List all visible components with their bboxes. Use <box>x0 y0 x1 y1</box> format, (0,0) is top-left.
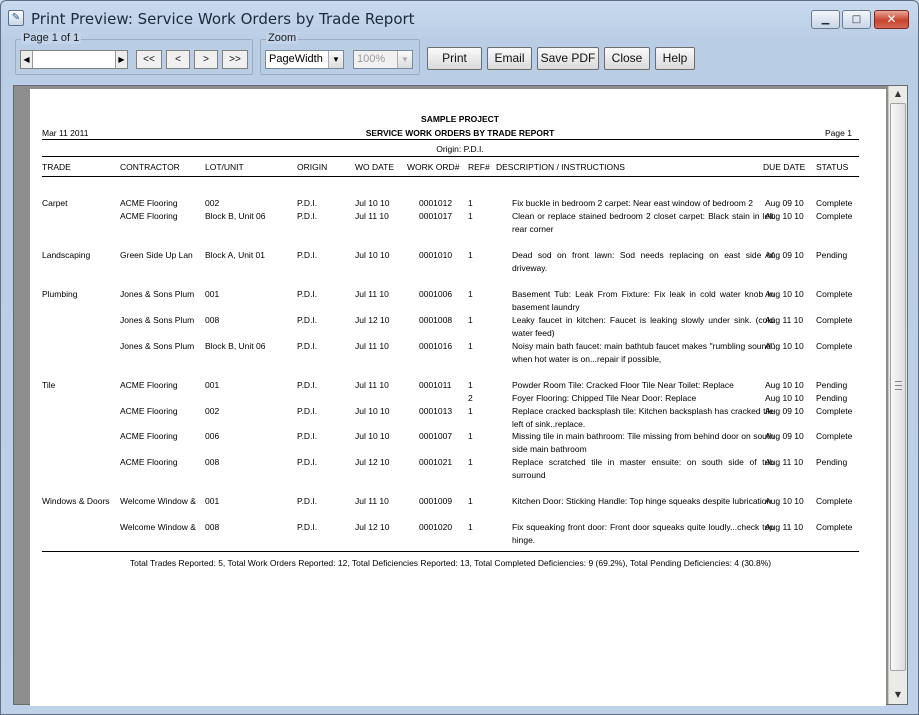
page-indicator: Page 1 of 1 <box>23 32 80 44</box>
origin-cell: P.D.I. <box>297 522 318 532</box>
due-date-cell: Aug 10 10 <box>765 380 804 390</box>
due-date-cell: Aug 10 10 <box>765 393 804 403</box>
status-cell: Complete <box>816 211 853 221</box>
contractor-cell: ACME Flooring <box>120 406 178 416</box>
contractor-cell: Welcome Window & <box>120 496 196 506</box>
lot-unit-cell: 001 <box>205 496 220 506</box>
description-cell: Dead sod on front lawn: Sod needs replacing on east side of driveway. <box>512 250 774 273</box>
lot-unit-cell: 006 <box>205 431 220 441</box>
due-date-cell: Aug 10 10 <box>765 341 804 351</box>
close-button[interactable]: Close <box>604 47 650 70</box>
ref-cell: 1 <box>468 406 473 416</box>
work-order-cell: 0001007 <box>419 431 453 441</box>
status-cell: Complete <box>816 198 853 208</box>
origin-cell: P.D.I. <box>297 496 318 506</box>
description-cell: Kitchen Door: Sticking Handle: Top hinge squeaks despite lubrication. <box>512 496 774 506</box>
trade-cell: Landscaping <box>42 250 91 260</box>
ref-cell: 1 <box>468 250 473 260</box>
due-date-cell: Aug 11 10 <box>765 457 804 467</box>
origin-cell: P.D.I. <box>297 341 318 351</box>
due-date-cell: Aug 10 10 <box>765 289 804 299</box>
window-title: Print Preview: Service Work Orders by Trade Report <box>31 10 415 28</box>
origin-cell: P.D.I. <box>297 250 318 260</box>
due-date-cell: Aug 10 10 <box>765 496 804 506</box>
work-order-cell: 0001017 <box>419 211 453 221</box>
ref-cell: 2 <box>468 393 473 403</box>
last-page-button[interactable]: >> <box>222 50 248 69</box>
status-cell: Complete <box>816 522 853 532</box>
report-date: Mar 11 2011 <box>42 128 89 138</box>
email-button[interactable]: Email <box>487 47 532 70</box>
col-work-order: WORK ORD# <box>407 162 460 172</box>
trade-cell: Windows & Doors <box>42 496 110 506</box>
lot-unit-cell: 008 <box>205 315 220 325</box>
col-ref: REF# <box>468 162 490 172</box>
description-cell: Noisy main bath faucet: main bathtub faucet makes "rumbling sound" when hot water is on...repair if possible, <box>512 341 774 364</box>
origin-cell: P.D.I. <box>297 431 318 441</box>
contractor-cell: Welcome Window & <box>120 522 196 532</box>
contractor-cell: ACME Flooring <box>120 211 178 221</box>
description-cell: Leaky faucet in kitchen: Faucet is leaking slowly under sink. (cold water feed) <box>512 315 774 338</box>
project-name: SAMPLE PROJECT <box>421 114 499 124</box>
zoom-group <box>260 32 420 75</box>
slider-right-arrow-icon[interactable]: ▶ <box>115 51 127 68</box>
report-summary: Total Trades Reported: 5, Total Work Orders Reported: 12, Total Deficiencies Reported: 13, Total Completed Deficiencies: 9 (69.2%), Total Pending Deficiencies: 4 (30.8%) <box>129 558 772 568</box>
work-order-cell: 0001008 <box>419 315 453 325</box>
wo-date-cell: Jul 11 10 <box>355 341 389 351</box>
contractor-cell: ACME Flooring <box>120 431 178 441</box>
trade-cell: Tile <box>42 380 56 390</box>
work-order-cell: 0001016 <box>419 341 453 351</box>
work-order-cell: 0001011 <box>419 380 452 390</box>
status-cell: Complete <box>816 406 853 416</box>
status-cell: Complete <box>816 431 853 441</box>
due-date-cell: Aug 11 10 <box>765 315 804 325</box>
page-number: Page 1 <box>825 128 852 138</box>
trade-cell: Carpet <box>42 198 68 208</box>
wo-date-cell: Jul 10 10 <box>355 406 390 416</box>
chevron-down-icon[interactable]: ▼ <box>328 51 343 68</box>
wo-date-cell: Jul 10 10 <box>355 198 390 208</box>
contractor-cell: Jones & Sons Plum <box>120 341 195 351</box>
report-page <box>30 89 886 706</box>
ref-cell: 1 <box>468 289 473 299</box>
due-date-cell: Aug 09 10 <box>765 198 804 208</box>
col-lot-unit: LOT/UNIT <box>205 162 244 172</box>
col-origin: ORIGIN <box>297 162 328 172</box>
description-cell: Powder Room Tile: Cracked Floor Tile Near Toilet: Replace <box>512 380 734 390</box>
lot-unit-cell: 002 <box>205 198 220 208</box>
minimize-button[interactable]: ▁ <box>811 10 840 29</box>
work-order-cell: 0001009 <box>419 496 453 506</box>
ref-cell: 1 <box>468 431 473 441</box>
ref-cell: 1 <box>468 457 473 467</box>
due-date-cell: Aug 11 10 <box>765 522 804 532</box>
col-due-date: DUE DATE <box>763 162 806 172</box>
status-cell: Complete <box>816 289 853 299</box>
header-rule <box>42 139 859 140</box>
lot-unit-cell: 002 <box>205 406 220 416</box>
due-date-cell: Aug 09 10 <box>765 406 804 416</box>
zoom-percent-value: 100% <box>357 53 386 65</box>
origin-rule <box>42 156 859 157</box>
ref-cell: 1 <box>468 380 473 390</box>
col-contractor: CONTRACTOR <box>120 162 180 172</box>
close-window-button[interactable]: ✕ <box>874 10 909 29</box>
scroll-up-arrow-icon[interactable]: ▲ <box>894 89 902 98</box>
origin-cell: P.D.I. <box>297 289 318 299</box>
col-description: DESCRIPTION / INSTRUCTIONS <box>496 162 625 172</box>
description-cell: Replace scratched tile in master ensuite: on south side of tub surround <box>512 457 774 480</box>
description-cell: Foyer Flooring: Chipped Tile Near Door: Replace <box>512 393 697 403</box>
origin-cell: P.D.I. <box>297 380 318 390</box>
save-pdf-button[interactable]: Save PDF <box>537 47 599 70</box>
ref-cell: 1 <box>468 341 473 351</box>
zoom-mode-value: PageWidth <box>269 53 323 65</box>
status-cell: Complete <box>816 315 853 325</box>
app-icon: ✎ <box>8 10 24 26</box>
status-cell: Complete <box>816 496 853 506</box>
col-status: STATUS <box>816 162 849 172</box>
contractor-cell: ACME Flooring <box>120 457 178 467</box>
wo-date-cell: Jul 12 10 <box>355 315 390 325</box>
wo-date-cell: Jul 10 10 <box>355 431 390 441</box>
due-date-cell: Aug 09 10 <box>765 250 804 260</box>
title-bar[interactable] <box>1 1 918 33</box>
print-button[interactable]: Print <box>427 47 482 70</box>
wo-date-cell: Jul 11 10 <box>355 380 389 390</box>
status-cell: Pending <box>816 380 848 390</box>
lot-unit-cell: Block B, Unit 06 <box>205 341 266 351</box>
trade-cell: Plumbing <box>42 289 78 299</box>
lot-unit-cell: Block B, Unit 06 <box>205 211 266 221</box>
work-order-cell: 0001006 <box>419 289 453 299</box>
columns-rule <box>42 176 859 177</box>
next-page-button[interactable]: > <box>194 50 218 69</box>
due-date-cell: Aug 10 10 <box>765 211 804 221</box>
description-cell: Missing tile in main bathroom: Tile missing from behind door on south side main bathroom <box>512 431 774 454</box>
origin-cell: P.D.I. <box>297 315 318 325</box>
status-cell: Pending <box>816 457 848 467</box>
col-wo-date: WO DATE <box>355 162 395 172</box>
report-title: SERVICE WORK ORDERS BY TRADE REPORT <box>365 128 555 138</box>
page-slider[interactable] <box>20 50 128 69</box>
contractor-cell: Jones & Sons Plum <box>120 289 195 299</box>
wo-date-cell: Jul 11 10 <box>355 211 389 221</box>
origin-line: Origin: P.D.I. <box>436 144 484 154</box>
zoom-label: Zoom <box>268 32 297 44</box>
slider-left-arrow-icon[interactable]: ◀ <box>21 51 33 68</box>
description-cell: Fix buckle in bedroom 2 carpet: Near east window of bedroom 2 <box>512 198 753 208</box>
status-cell: Pending <box>816 250 848 260</box>
scroll-down-arrow-icon[interactable]: ▼ <box>894 690 902 699</box>
description-cell: Replace cracked backsplash tile: Kitchen backsplash has cracked tile left of sink..replace. <box>512 406 774 429</box>
preview-area[interactable] <box>13 85 908 705</box>
vertical-scrollbar[interactable] <box>888 86 907 704</box>
origin-cell: P.D.I. <box>297 406 318 416</box>
origin-cell: P.D.I. <box>297 198 318 208</box>
description-cell: Fix squeaking front door: Front door squeaks quite loudly...check top hinge. <box>512 522 774 545</box>
work-order-cell: 0001013 <box>419 406 453 416</box>
work-order-cell: 0001020 <box>419 522 453 532</box>
zoom-percent-select <box>353 50 413 69</box>
work-order-cell: 0001010 <box>419 250 453 260</box>
maximize-button[interactable]: □ <box>842 10 871 29</box>
status-cell: Complete <box>816 341 853 351</box>
lot-unit-cell: 001 <box>205 289 220 299</box>
lot-unit-cell: Block A, Unit 01 <box>205 250 266 260</box>
description-cell: Clean or replace stained bedroom 2 closet carpet: Black stain in left rear corner <box>512 211 774 234</box>
origin-cell: P.D.I. <box>297 457 318 467</box>
summary-rule <box>42 551 859 552</box>
ref-cell: 1 <box>468 315 473 325</box>
ref-cell: 1 <box>468 496 473 506</box>
wo-date-cell: Jul 11 10 <box>355 289 389 299</box>
scroll-thumb[interactable] <box>890 103 906 671</box>
wo-date-cell: Jul 10 10 <box>355 250 390 260</box>
col-trade: TRADE <box>42 162 71 172</box>
origin-cell: P.D.I. <box>297 211 318 221</box>
page-navigation-group <box>15 32 253 75</box>
grip-icon <box>895 381 902 390</box>
chevron-down-icon: ▼ <box>397 51 412 68</box>
wo-date-cell: Jul 12 10 <box>355 457 390 467</box>
work-order-cell: 0001012 <box>419 198 453 208</box>
ref-cell: 1 <box>468 198 473 208</box>
ref-cell: 1 <box>468 211 473 221</box>
description-cell: Basement Tub: Leak From Fixture: Fix leak in cold water knob in basement laundry <box>512 289 774 312</box>
wo-date-cell: Jul 12 10 <box>355 522 390 532</box>
contractor-cell: Green Side Up Lan <box>120 250 193 260</box>
work-order-cell: 0001021 <box>419 457 453 467</box>
contractor-cell: Jones & Sons Plum <box>120 315 195 325</box>
contractor-cell: ACME Flooring <box>120 198 178 208</box>
due-date-cell: Aug 09 10 <box>765 431 804 441</box>
wo-date-cell: Jul 11 10 <box>355 496 389 506</box>
ref-cell: 1 <box>468 522 473 532</box>
zoom-mode-select[interactable] <box>265 50 344 69</box>
lot-unit-cell: 001 <box>205 380 220 390</box>
lot-unit-cell: 008 <box>205 522 220 532</box>
first-page-button[interactable]: << <box>136 50 162 69</box>
lot-unit-cell: 008 <box>205 457 220 467</box>
help-button[interactable]: Help <box>655 47 695 70</box>
status-cell: Pending <box>816 393 848 403</box>
previous-page-button[interactable]: < <box>166 50 190 69</box>
contractor-cell: ACME Flooring <box>120 380 178 390</box>
